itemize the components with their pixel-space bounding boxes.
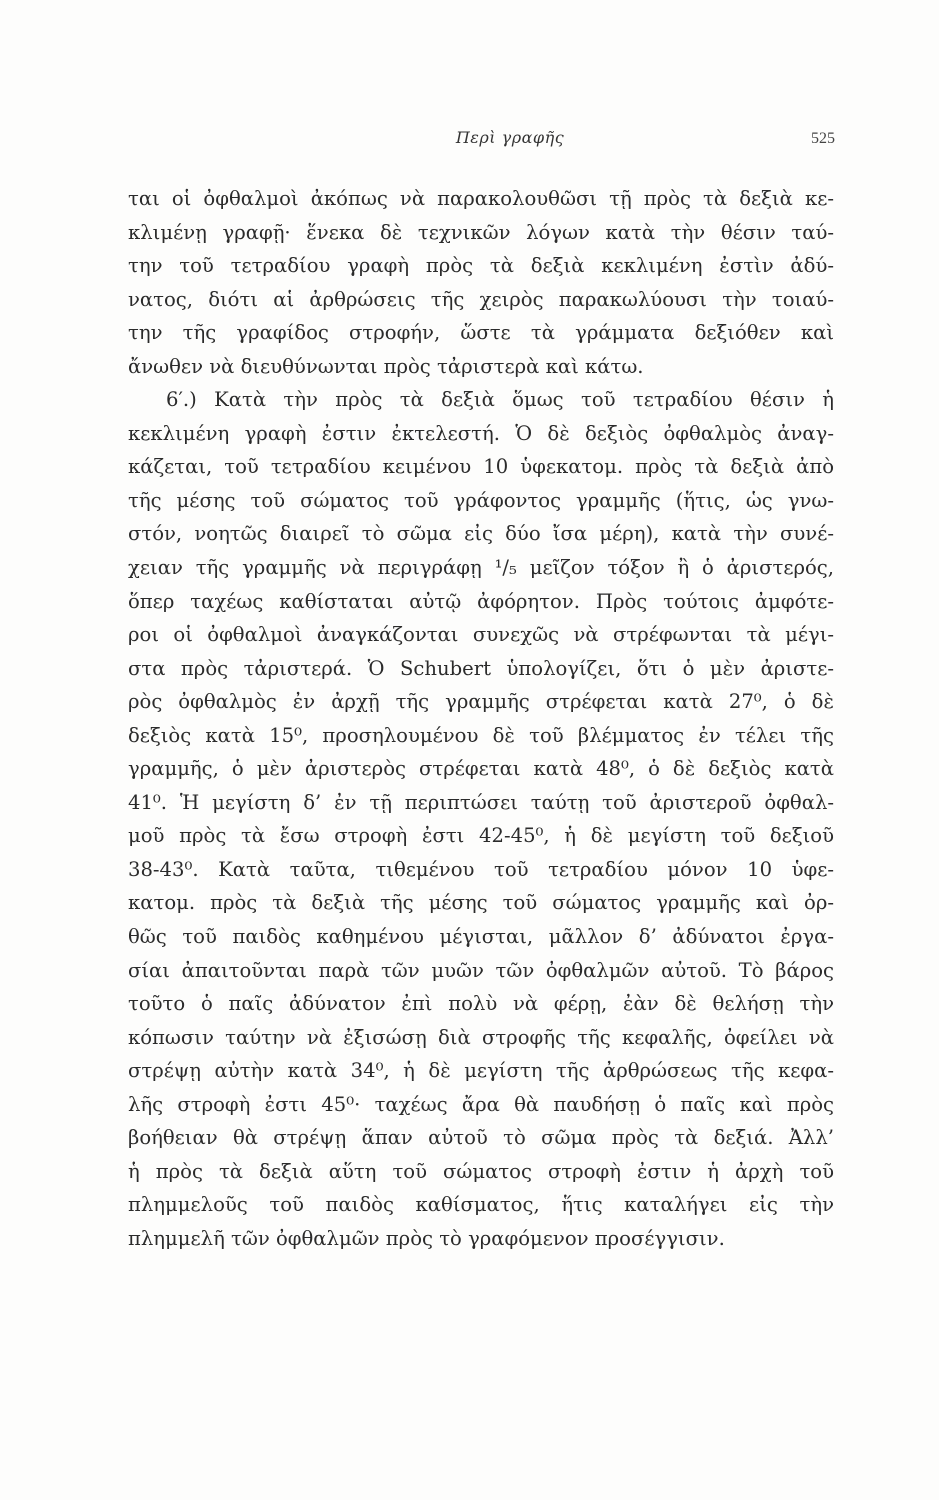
text-line: πλημμελῆ τῶν ὀφθαλμῶν πρὸς τὸ γραφόμενον προσέγγισιν. [128, 1226, 725, 1250]
text-line: την τοῦ τετραδίου γραφὴ πρὸς τὰ δεξιὰ κεκλιμένη ἐστὶν ἀδύ- [128, 254, 834, 278]
text-line: 41⁰. Ἡ μεγίστη δ’ ἐν τῇ περιπτώσει ταύτῃ τοῦ ἀριστεροῦ ὀφθαλ- [128, 790, 834, 814]
text-line: ἄνωθεν νὰ διευθύνωνται πρὸς τἀριστερὰ καὶ κάτω. [128, 354, 644, 378]
text-line: γραμμῆς, ὁ μὲν ἀριστερὸς στρέφεται κατὰ 48⁰, ὁ δὲ δεξιὸς κατὰ [128, 757, 834, 781]
text-line: ρὸς ὀφθαλμὸς ἐν ἀρχῇ τῆς γραμμῆς στρέφεται κατὰ 27⁰, ὁ δὲ [128, 690, 834, 714]
text-line: τοῦτο ὁ παῖς ἀδύνατον ἐπὶ πολὺ νὰ φέρῃ, ἐὰν δὲ θελήσῃ τὴν [128, 992, 834, 1016]
text-line: τῆς μέσης τοῦ σώματος τοῦ γράφοντος γραμμῆς (ἥτις, ὡς γνω- [128, 488, 834, 512]
page-number: 525 [811, 130, 835, 147]
text-line: πλημμελοῦς τοῦ παιδὸς καθίσματος, ἥτις καταλήγει εἰς τὴν [128, 1193, 834, 1217]
text-line: κάζεται, τοῦ τετραδίου κειμένου 10 ὑφεκατομ. πρὸς τὰ δεξιὰ ἀπὸ [128, 455, 834, 479]
text-line: κατομ. πρὸς τὰ δεξιὰ τῆς μέσης τοῦ σώματος γραμμῆς καὶ ὀρ- [128, 891, 834, 915]
text-line: κλιμένῃ γραφῇ· ἕνεκα δὲ τεχνικῶν λόγων κατὰ τὴν θέσιν ταύ- [128, 220, 834, 244]
text-line: κόπωσιν ταύτην νὰ ἐξισώσῃ διὰ στροφῆς τῆς κεφαλῆς, ὀφείλει νὰ [128, 1025, 834, 1049]
text-line: στα πρὸς τἀριστερά. Ὁ Schubert ὑπολογίζει, ὅτι ὁ μὲν ἀριστε- [128, 656, 834, 680]
text-line: στρέψῃ αὐτὴν κατὰ 34⁰, ἡ δὲ μεγίστη τῆς ἀρθρώσεως τῆς κεφα- [128, 1059, 834, 1083]
text-line: θῶς τοῦ παιδὸς καθημένου μέγισται, μᾶλλον δ’ ἀδύνατοι ἐργα- [128, 925, 834, 949]
text-line: κεκλιμένη γραφὴ ἐστιν ἐκτελεστή. Ὁ δὲ δεξιὸς ὀφθαλμὸς ἀναγ- [128, 421, 834, 445]
text-line: 38-43⁰. Κατὰ ταῦτα, τιθεμένου τοῦ τετραδίου μόνον 10 ὑφε- [128, 857, 834, 881]
text-line: ροι οἱ ὀφθαλμοὶ ἀναγκάζονται συνεχῶς νὰ στρέφωνται τὰ μέγι- [128, 623, 834, 647]
text-line: 6′.) Κατὰ τὴν πρὸς τὰ δεξιὰ ὅμως τοῦ τετραδίου θέσιν ἡ [166, 388, 834, 412]
text-line: μοῦ πρὸς τὰ ἔσω στροφὴ ἐστι 42-45⁰, ἡ δὲ μεγίστη τοῦ δεξιοῦ [128, 824, 834, 848]
text-line: στόν, νοητῶς διαιρεῖ τὸ σῶμα εἰς δύο ἴσα μέρη), κατὰ τὴν συνέ- [128, 522, 834, 546]
text-line: δεξιὸς κατὰ 15⁰, προσηλουμένου δὲ τοῦ βλέμματος ἐν τέλει τῆς [128, 723, 834, 747]
text-line: νατος, διότι αἱ ἀρθρώσεις τῆς χειρὸς παρακωλύουσι τὴν τοιαύ- [128, 287, 834, 311]
text-line: ἡ πρὸς τὰ δεξιὰ αὕτη τοῦ σώματος στροφὴ ἐστιν ἡ ἀρχὴ τοῦ [128, 1159, 834, 1183]
text-line: ὅπερ ταχέως καθίσταται αὐτῷ ἀφόρητον. Πρὸς τούτοις ἀμφότε- [128, 589, 834, 613]
body-text [128, 182, 834, 1256]
text-line: λῆς στροφὴ ἐστι 45⁰· ταχέως ἄρα θὰ παυδήσῃ ὁ παῖς καὶ πρὸς [128, 1092, 834, 1116]
running-title: Περὶ γραφῆς [455, 128, 565, 147]
text-line: βοήθειαν θὰ στρέψῃ ἅπαν αὐτοῦ τὸ σῶμα πρὸς τὰ δεξιά. Ἀλλ’ [128, 1126, 834, 1150]
text-line: χειαν τῆς γραμμῆς νὰ περιγράφῃ ¹/₅ μεῖζον τόξον ἢ ὁ ἀριστερός, [128, 556, 834, 580]
text-line: ται οἱ ὀφθαλμοὶ ἀκόπως νὰ παρακολουθῶσι τῇ πρὸς τὰ δεξιὰ κε- [128, 187, 834, 210]
text-line: την τῆς γραφίδος στροφήν, ὥστε τὰ γράμματα δεξιόθεν καὶ [128, 321, 834, 345]
text-line: σίαι ἀπαιτοῦνται παρὰ τῶν μυῶν τῶν ὀφθαλμῶν αὐτοῦ. Τὸ βάρος [128, 958, 834, 982]
running-head [185, 128, 835, 158]
